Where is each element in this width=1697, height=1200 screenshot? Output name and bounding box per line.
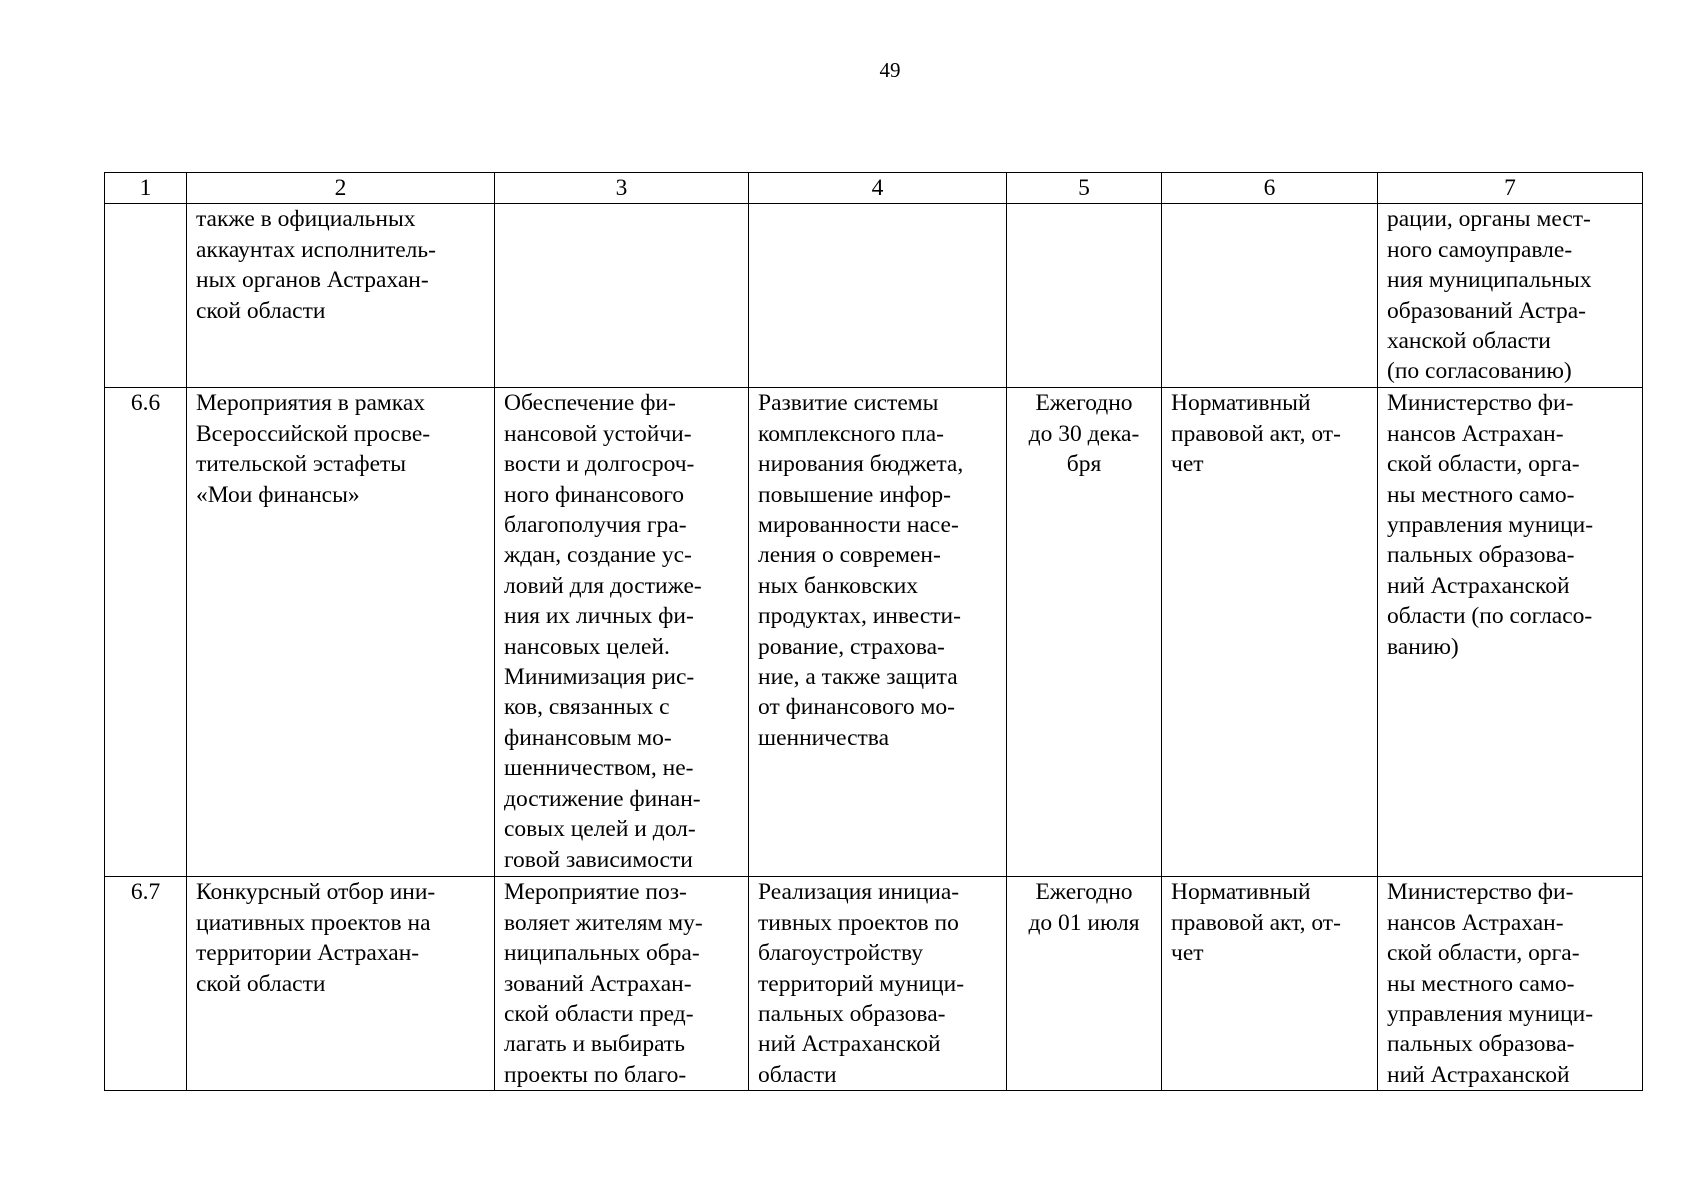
table-row [105, 204, 1643, 388]
column-header: 6 [1162, 173, 1378, 204]
report-form-cell [1162, 204, 1378, 388]
column-header: 2 [187, 173, 495, 204]
table-row [105, 388, 1643, 877]
table-row [105, 877, 1643, 1091]
table-header-row [105, 173, 1643, 204]
row-number-cell: 6.6 [105, 388, 187, 877]
deadline-cell [1007, 204, 1162, 388]
event-cell: Мероприятия в рамках Всероссийской просве- тительской эстафеты «Мои финансы» [187, 388, 495, 877]
report-form-cell: Нормативный правовой акт, от- чет [1162, 388, 1378, 877]
goal-cell: Мероприятие поз- воляет жителям му- ниципальных обра- зований Астрахан- ской области пред- лагать и выбирать проекты по благо- [495, 877, 749, 1091]
deadline-cell: Ежегодно до 30 дека- бря [1007, 388, 1162, 877]
deadline-cell: Ежегодно до 01 июля [1007, 877, 1162, 1091]
event-cell: также в официальных аккаунтах исполнитель- ных органов Астрахан- ской области [187, 204, 495, 388]
report-form-cell: Нормативный правовой акт, от- чет [1162, 877, 1378, 1091]
column-header: 3 [495, 173, 749, 204]
row-number-cell: 6.7 [105, 877, 187, 1091]
goal-cell [495, 204, 749, 388]
plan-table [104, 172, 1643, 1091]
page-number: 49 [879, 58, 901, 82]
column-header: 4 [749, 173, 1007, 204]
goal-cell: Обеспечение фи- нансовой устойчи- вости и долгосроч- ного финансового благополучия гра- ждан, создание ус- ловий для достиже- ния их личных фи- нансовых целей. Минимизация рис- ков, связанных с финансовым мо- шенничеством, не- достижение финан- совых целей и дол- говой зависимости [495, 388, 749, 877]
result-cell [749, 204, 1007, 388]
executor-cell: Министерство фи- нансов Астрахан- ской области, орга- ны местного само- управления муници- пальных образова- ний Астраханской области (по согласо- ванию) [1378, 388, 1643, 877]
event-cell: Конкурсный отбор ини- циативных проектов на территории Астрахан- ской области [187, 877, 495, 1091]
column-header: 1 [105, 173, 187, 204]
executor-cell: рации, органы мест- ного самоуправле- ния муниципальных образований Астра- ханской области (по согласованию) [1378, 204, 1643, 388]
column-header: 5 [1007, 173, 1162, 204]
row-number-cell [105, 204, 187, 388]
result-cell: Реализация инициа- тивных проектов по благоустройству территорий муници- пальных образова- ний Астраханской области [749, 877, 1007, 1091]
column-header: 7 [1378, 173, 1643, 204]
executor-cell: Министерство фи- нансов Астрахан- ской области, орга- ны местного само- управления муници- пальных образова- ний Астраханской [1378, 877, 1643, 1091]
result-cell: Развитие системы комплексного пла- нирования бюджета, повышение инфор- мированности насе- ления о современ- ных банковских продуктах, инвести- рование, страхова- ние, а также защита от финансового мо- шенничества [749, 388, 1007, 877]
